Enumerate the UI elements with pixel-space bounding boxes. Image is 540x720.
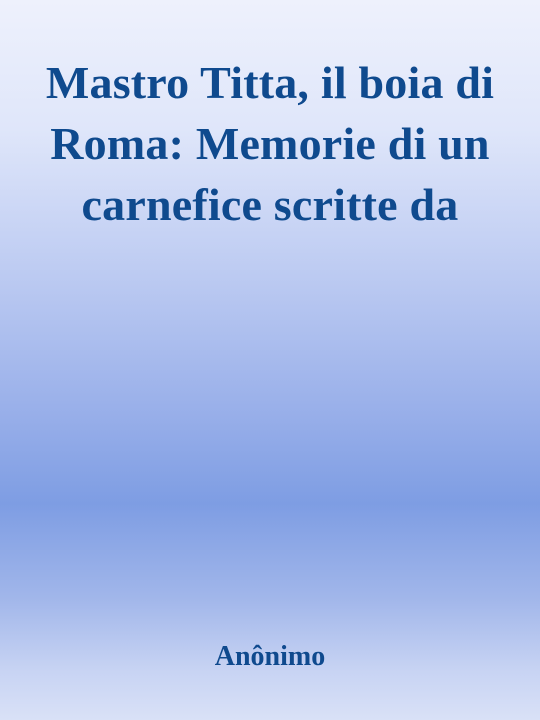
book-author: Anônimo [214,641,326,672]
book-title: Mastro Titta, il boia di Roma: Memorie di un carnefice scritte da [45,57,495,230]
